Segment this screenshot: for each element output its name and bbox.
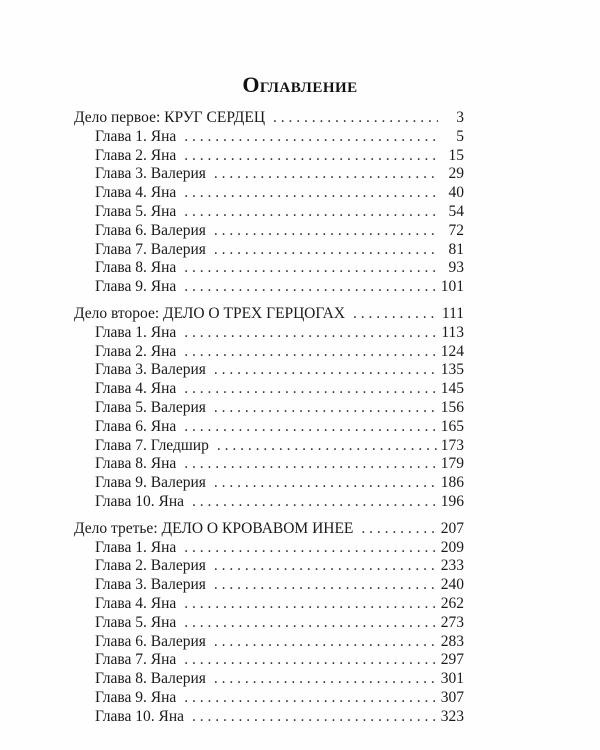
chapter-title: Глава 1. Яна (95, 127, 177, 145)
toc-chapter (74, 595, 464, 614)
dot-leader (184, 595, 436, 614)
toc-chapter (74, 418, 464, 437)
dot-leader (184, 184, 438, 203)
page-number: 240 (440, 576, 464, 594)
dot-leader (184, 324, 437, 343)
toc-chapter (74, 399, 464, 418)
part-title: Дело второе: ДЕЛО О ТРЕХ ГЕРЦОГАХ (74, 304, 346, 322)
page-number: 135 (440, 361, 464, 379)
dot-leader (192, 708, 437, 727)
chapter-title: Глава 1. Яна (95, 323, 177, 341)
page-number: 113 (441, 323, 464, 341)
toc-chapter (74, 165, 464, 184)
page-number: 273 (440, 613, 464, 631)
page-number: 307 (440, 688, 464, 706)
page-number: 283 (440, 632, 464, 650)
toc-part-heading (74, 305, 464, 324)
toc-part-heading (74, 109, 464, 128)
chapter-title: Глава 2. Яна (95, 342, 177, 360)
page-number: 196 (440, 492, 464, 510)
toc-chapter (74, 324, 464, 343)
chapter-title: Глава 4. Яна (95, 380, 177, 398)
page-number: 156 (440, 398, 464, 416)
toc-chapter (74, 576, 464, 595)
dot-leader (184, 539, 436, 558)
dot-leader (184, 380, 436, 399)
toc-chapter (74, 203, 464, 222)
dot-leader (217, 437, 437, 456)
page-number: 3 (456, 109, 464, 126)
dot-leader (353, 305, 438, 324)
dot-leader (214, 670, 437, 689)
page-number: 297 (440, 651, 464, 669)
chapter-title: Глава 9. Яна (95, 688, 177, 706)
toc-part-2 (74, 305, 464, 512)
page-number: 323 (440, 707, 464, 725)
chapter-title: Глава 7. Гледшир (95, 436, 209, 454)
chapter-title: Глава 5. Яна (95, 613, 177, 631)
page-number: 233 (440, 557, 464, 575)
page-number: 124 (440, 342, 464, 360)
chapter-title: Глава 9. Яна (95, 278, 177, 296)
page-number: 173 (440, 436, 464, 454)
toc-chapter (74, 633, 464, 652)
dot-leader (273, 109, 438, 128)
toc-part-3 (74, 520, 464, 727)
toc-chapter (74, 493, 464, 512)
dot-leader (184, 128, 438, 147)
chapter-title: Глава 5. Валерия (95, 398, 206, 416)
chapter-title: Глава 7. Яна (95, 651, 177, 669)
dot-leader (214, 633, 437, 652)
chapter-title: Глава 8. Яна (95, 455, 177, 473)
toc-chapter (74, 708, 464, 727)
chapter-title: Глава 3. Валерия (95, 576, 206, 594)
dot-leader (184, 259, 438, 278)
chapter-title: Глава 4. Яна (95, 184, 177, 202)
page-number: 15 (448, 146, 464, 164)
toc-chapter (74, 455, 464, 474)
page-number: 301 (440, 670, 464, 688)
toc-chapter (74, 343, 464, 362)
dot-leader (214, 222, 438, 241)
toc-chapter (74, 128, 464, 147)
chapter-title: Глава 4. Яна (95, 594, 177, 612)
page-number: 54 (448, 202, 464, 220)
chapter-title: Глава 6. Валерия (95, 221, 206, 239)
dot-leader (184, 455, 436, 474)
page-number: 40 (448, 184, 464, 202)
chapter-title: Глава 3. Валерия (95, 165, 206, 183)
chapter-title: Глава 2. Яна (95, 146, 177, 164)
chapter-title: Глава 10. Яна (95, 707, 185, 725)
toc-chapter (74, 241, 464, 260)
page-number: 72 (448, 221, 464, 239)
dot-leader (361, 520, 436, 539)
dot-leader (214, 474, 437, 493)
page-number: 207 (440, 519, 464, 537)
part-title: Дело первое: КРУГ СЕРДЕЦ (74, 109, 266, 126)
toc-chapter (74, 147, 464, 166)
page-number: 262 (440, 594, 464, 612)
toc-chapter (74, 259, 464, 278)
dot-leader (214, 165, 438, 184)
page-number: 101 (440, 278, 464, 296)
toc-chapter (74, 222, 464, 241)
dot-leader (184, 418, 436, 437)
chapter-title: Глава 8. Валерия (95, 670, 206, 688)
page-number: 29 (448, 165, 464, 183)
part-title: Дело третье: ДЕЛО О КРОВАВОМ ИНЕЕ (74, 519, 354, 537)
dot-leader (214, 399, 437, 418)
chapter-title: Глава 1. Яна (95, 538, 177, 556)
toc-chapter (74, 474, 464, 493)
dot-leader (184, 614, 436, 633)
table-of-contents (74, 109, 464, 735)
toc-chapter (74, 361, 464, 380)
chapter-title: Глава 10. Яна (95, 492, 185, 510)
chapter-title: Глава 5. Яна (95, 202, 177, 220)
page-number: 209 (440, 538, 464, 556)
toc-chapter (74, 557, 464, 576)
toc-chapter (74, 614, 464, 633)
toc-chapter (74, 380, 464, 399)
dot-leader (184, 689, 436, 708)
page-number: 179 (440, 455, 464, 473)
toc-chapter (74, 670, 464, 689)
dot-leader (184, 343, 436, 362)
chapter-title: Глава 6. Валерия (95, 632, 206, 650)
page-number: 186 (440, 474, 464, 492)
chapter-title: Глава 6. Яна (95, 417, 177, 435)
page-number: 165 (440, 417, 464, 435)
toc-part-heading (74, 520, 464, 539)
toc-chapter (74, 278, 464, 297)
dot-leader (184, 278, 436, 297)
dot-leader (214, 361, 437, 380)
page-number: 81 (448, 240, 464, 258)
page-number: 5 (456, 127, 464, 145)
dot-leader (214, 241, 438, 260)
chapter-title: Глава 8. Яна (95, 259, 177, 277)
chapter-title: Глава 3. Валерия (95, 361, 206, 379)
page-number: 111 (441, 304, 464, 322)
toc-chapter (74, 437, 464, 456)
dot-leader (192, 493, 437, 512)
chapter-title: Глава 7. Валерия (95, 240, 206, 258)
chapter-title: Глава 9. Валерия (95, 474, 206, 492)
toc-chapter (74, 651, 464, 670)
dot-leader (184, 203, 438, 222)
dot-leader (214, 576, 437, 595)
page-number: 145 (440, 380, 464, 398)
dot-leader (184, 147, 438, 166)
toc-part-1 (74, 109, 464, 297)
dot-leader (184, 651, 436, 670)
toc-chapter (74, 539, 464, 558)
page-number: 93 (448, 259, 464, 277)
toc-chapter (74, 184, 464, 203)
dot-leader (214, 557, 437, 576)
chapter-title: Глава 2. Валерия (95, 557, 206, 575)
page-title: Оглавление (242, 72, 358, 97)
toc-chapter (74, 689, 464, 708)
